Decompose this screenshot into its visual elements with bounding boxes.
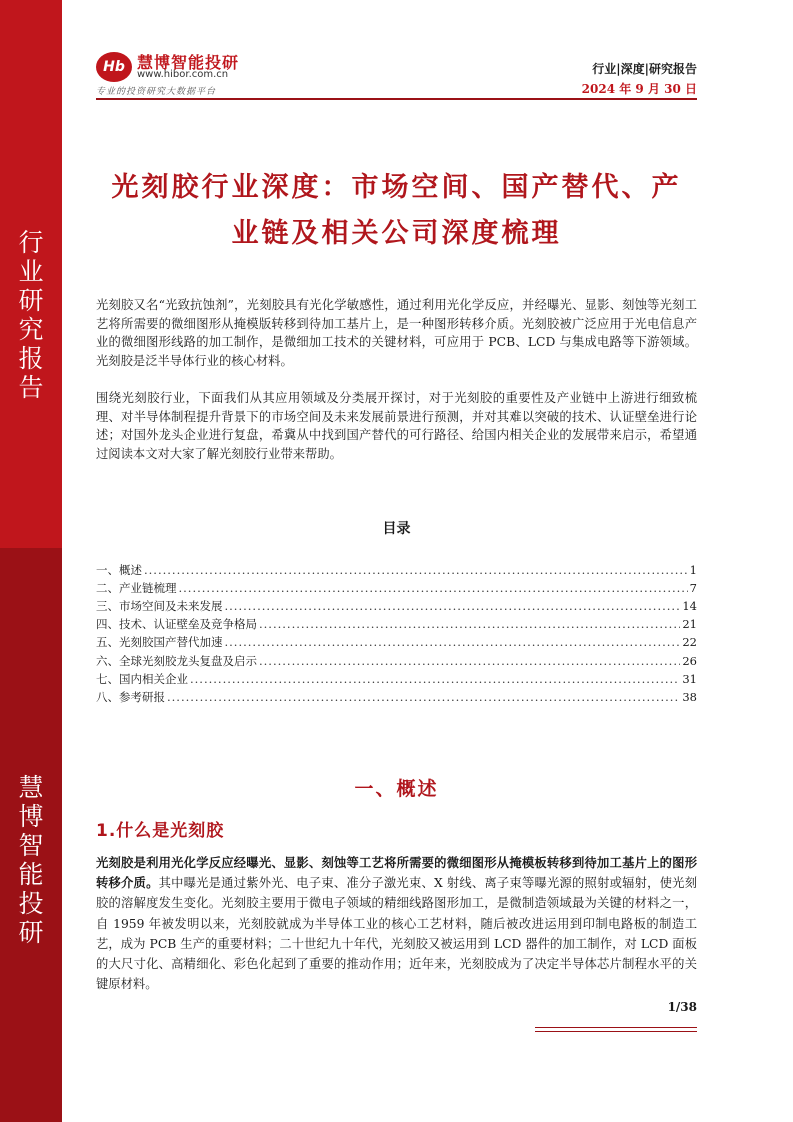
toc-item-label: 八、参考研报	[96, 689, 165, 704]
toc-item[interactable]	[96, 671, 697, 688]
footer-divider	[535, 1027, 697, 1028]
section-heading: 一、概述	[354, 778, 439, 800]
toc-item-page: 38	[682, 689, 697, 704]
subsection-heading: 1.什么是光刻胶	[96, 821, 225, 841]
toc-item-page: 14	[682, 599, 697, 614]
toc-leader-dots	[167, 689, 680, 706]
toc-item[interactable]	[96, 634, 697, 651]
toc-item-label: 七、国内相关企业	[96, 671, 188, 686]
toc-leader-dots	[179, 580, 688, 597]
toc-item[interactable]	[96, 580, 697, 597]
toc-leader-dots	[225, 598, 681, 615]
sidebar-report-label: 行 业 研 究 报 告	[18, 228, 44, 402]
report-title	[96, 165, 697, 257]
toc-item-page: 7	[689, 581, 697, 596]
header-divider	[96, 98, 697, 100]
intro-paragraph-2: 围绕光刻胶行业，下面我们从其应用领域及分类展开探讨，对于光刻胶的重要性及产业链中上游进行细致梳理、对半导体制程提升背景下的市场空间及未来发展前景进行预测，并对其难以突破的技术、认证壁垒进行论述；对国外龙头企业进行复盘，希冀从中找到国产替代的可行路径、给国内相关企业的发展带来启示，希望通过阅读本文对大家了解光刻胶行业带来帮助。	[96, 391, 697, 461]
toc-item-label: 一、概述	[96, 563, 142, 577]
toc-item-label: 六、全球光刻胶龙头复盘及启示	[96, 653, 257, 668]
toc-leader-dots	[225, 634, 681, 651]
logo-name: 慧博智能投研	[137, 53, 240, 72]
toc-item-label: 四、技术、认证壁垒及竞争格局	[96, 617, 257, 632]
toc-leader-dots	[259, 616, 680, 633]
toc-item-page: 26	[682, 653, 697, 668]
toc-item[interactable]	[96, 689, 697, 706]
section-body-rest: 其中曝光是通过紫外光、电子束、准分子激光束、X 射线、离子束等曝光源的照射或辐射，使光刻胶的溶解度发生变化。光刻胶主要用于微电子领域的精细线路图形加工，是微制造领域最为关键的材料之一，自 1959 年被发明以来，光刻胶就成为半导体工业的核心工艺材料，随后被改进运用到印制电路板的制造工艺，成为 PCB 生产的重要材料；二十世纪九十年代，光刻胶又被运用到 LCD 器件的加工制作，对 LCD 面板的大尺寸化、高精细化、彩色化起到了重要的推动作用；近年来，光刻胶成为了决定半导体芯片制程水平的关键原材料。	[96, 876, 697, 992]
toc-item[interactable]	[96, 653, 697, 670]
intro-paragraph-1: 光刻胶又名“光致抗蚀剂”，光刻胶具有光化学敏感性，通过利用光化学反应，并经曝光、显影、刻蚀等光刻工艺将所需要的微细图形从掩模版转移到待加工基片上，是一种图形转移介质。光刻胶被广泛应用于光电信息产业的微细图形线路的加工制作，是微细加工技术的关键材料，可应用于 PCB、LCD 与集成电路等下游领域。光刻胶是泛半导体行业的核心材料。	[96, 298, 697, 368]
toc-item[interactable]	[96, 616, 697, 633]
toc-leader-dots	[259, 653, 680, 670]
toc-item-page: 1	[689, 563, 697, 577]
toc-item[interactable]	[96, 562, 697, 579]
toc-item[interactable]	[96, 598, 697, 615]
toc-item-label: 二、产业链梳理	[96, 581, 177, 596]
toc-item-page: 22	[682, 635, 697, 650]
report-title-line-1: 光刻胶行业深度：市场空间、国产替代、产	[111, 172, 682, 203]
toc-leader-dots	[190, 671, 680, 688]
footer-divider-2	[535, 1031, 697, 1032]
toc-item-label: 五、光刻胶国产替代加速	[96, 635, 223, 650]
sidebar-brand-label: 慧 博 智 能 投 研	[18, 773, 44, 947]
section-body	[96, 853, 697, 994]
toc-leader-dots	[144, 562, 688, 579]
logo-slogan: 专业的投资研究大数据平台	[96, 87, 217, 97]
toc-item-label: 三、市场空间及未来发展	[96, 599, 223, 614]
hibor-logo-icon: Hb	[96, 52, 132, 82]
section-body-lead: 光刻胶是利用光化学反应经曝光、显影、刻蚀等工艺将所需要的微细图形从掩模板转移到待加工基片上的图形转移介质。	[96, 855, 697, 891]
logo-url: www.hibor.com.cn	[137, 69, 229, 80]
toc-title: 目录	[382, 521, 411, 537]
report-type: 行业|深度|研究报告	[592, 62, 697, 76]
report-title-line-2: 业链及相关公司深度梳理	[231, 218, 562, 249]
page-number: 1/38	[667, 1000, 697, 1014]
toc-item-page: 21	[682, 617, 697, 632]
toc-item-page: 31	[682, 671, 697, 686]
report-date: 2024 年 9 月 30 日	[581, 82, 697, 96]
